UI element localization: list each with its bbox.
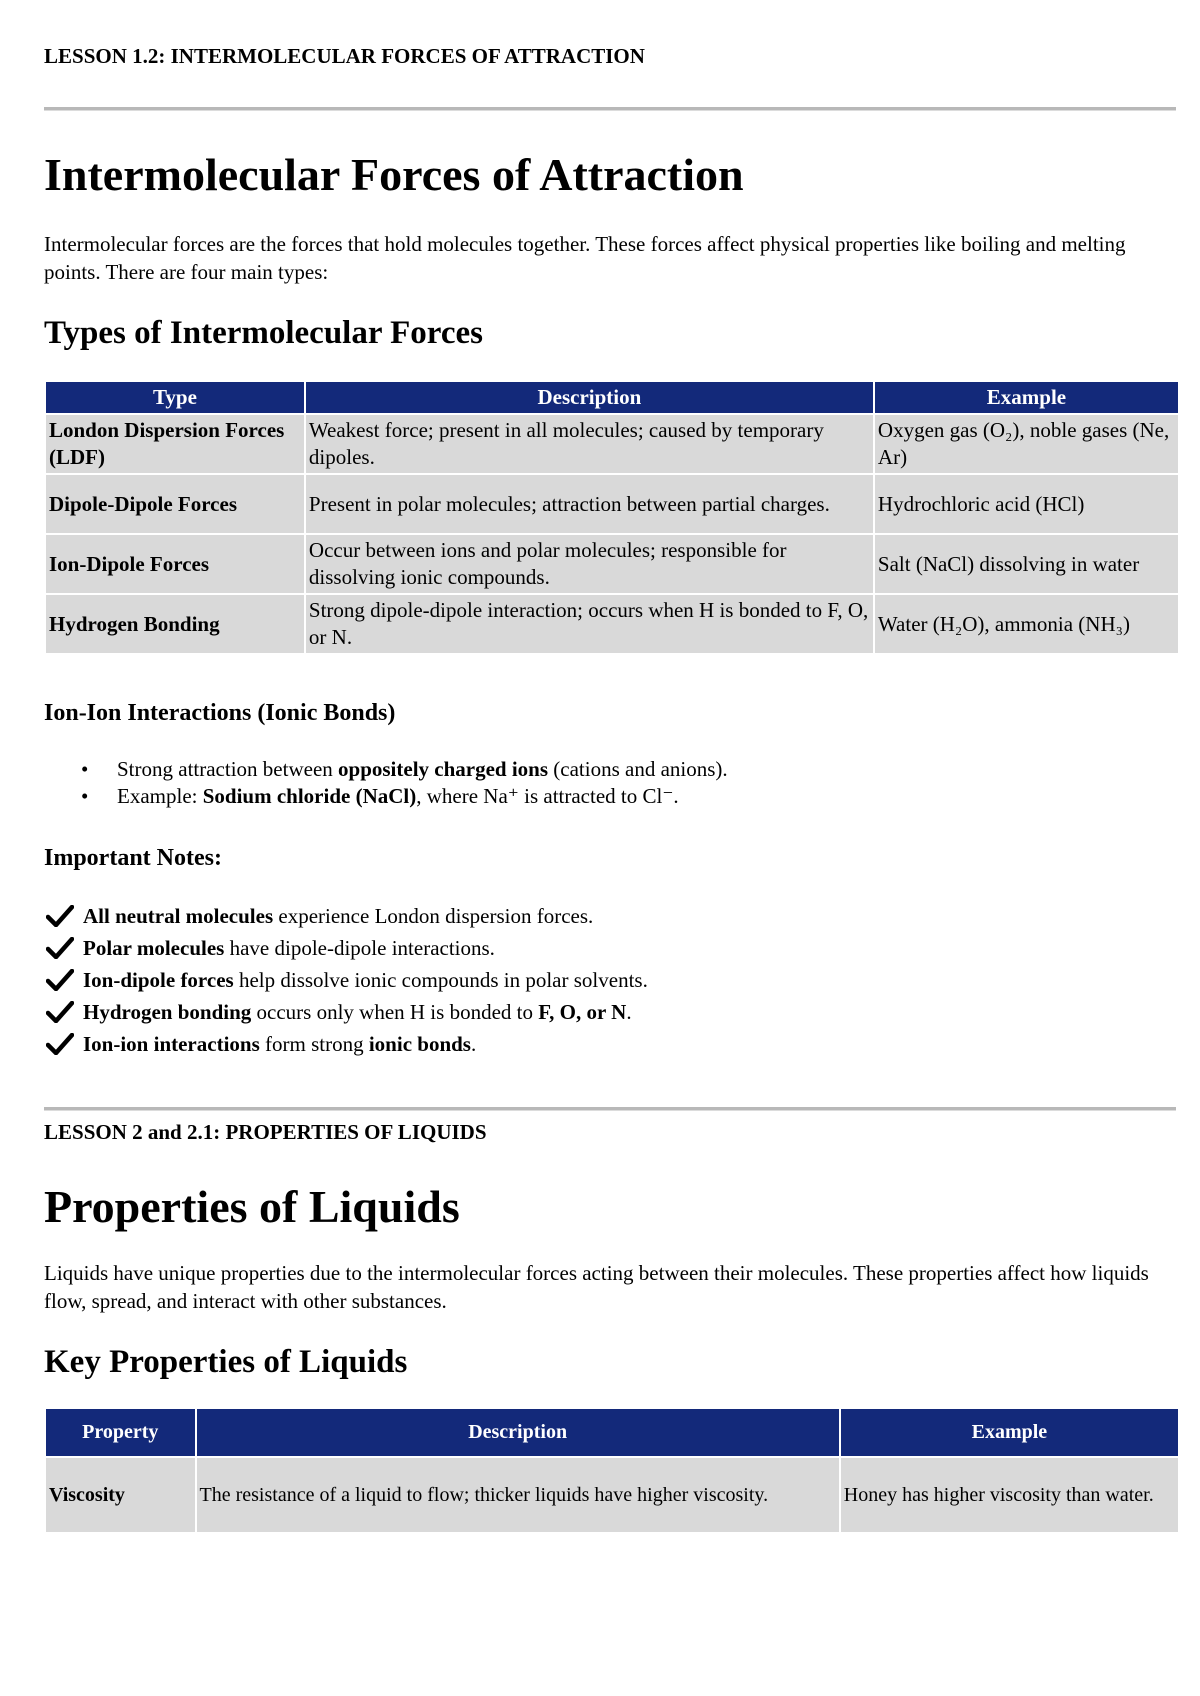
table-row: [46, 475, 1178, 533]
column-header: Example: [841, 1409, 1178, 1456]
checkmark-icon: [46, 905, 74, 927]
note-item: Polar molecules have dipole-dipole interactions.: [44, 932, 648, 964]
table-row: [46, 595, 1178, 653]
table-header-row: [46, 1409, 1178, 1456]
divider: [44, 1107, 1176, 1111]
page-title: Properties of Liquids: [44, 1181, 460, 1232]
example-cell: Salt (NaCl) dissolving in water: [875, 535, 1178, 593]
description-cell: The resistance of a liquid to flow; thicker liquids have higher viscosity.: [197, 1458, 839, 1532]
description-cell: Present in polar molecules; attraction between partial charges.: [306, 475, 873, 533]
ion-bullet-list: [44, 756, 728, 810]
lesson-header: LESSON 1.2: INTERMOLECULAR FORCES OF ATTRACTION: [44, 44, 645, 68]
properties-table: [44, 1407, 1180, 1534]
checkmark-icon: [46, 969, 74, 991]
description-cell: Occur between ions and polar molecules; responsible for dissolving ionic compounds.: [306, 535, 873, 593]
section-heading: Key Properties of Liquids: [44, 1344, 408, 1380]
note-item: All neutral molecules experience London dispersion forces.: [44, 900, 648, 932]
list-item: • Example: Sodium chloride (NaCl), where Na⁺ is attracted to Cl⁻.: [81, 784, 679, 808]
checkmark-icon: [46, 1001, 74, 1023]
section-heading: Types of Intermolecular Forces: [44, 315, 483, 351]
description-cell: Strong dipole-dipole interaction; occurs when H is bonded to F, O, or N.: [306, 595, 873, 653]
column-header: Example: [875, 382, 1178, 413]
column-header: Type: [46, 382, 304, 413]
example-cell: Oxygen gas (O₂), noble gases (Ne, Ar): [875, 415, 1178, 473]
bullet-icon: •: [81, 784, 89, 808]
table-row: [46, 415, 1178, 473]
example-cell: Water (H₂O), ammonia (NH₃): [875, 595, 1178, 653]
type-cell: Ion-Dipole Forces: [46, 535, 304, 593]
note-item: Ion-ion interactions form strong ionic bonds.: [44, 1028, 648, 1060]
bullet-icon: •: [81, 757, 89, 781]
description-cell: Weakest force; present in all molecules; caused by temporary dipoles.: [306, 415, 873, 473]
note-item: Ion-dipole forces help dissolve ionic compounds in polar solvents.: [44, 964, 648, 996]
table-row: [46, 535, 1178, 593]
column-header: Description: [197, 1409, 839, 1456]
checkmark-icon: [46, 1033, 74, 1055]
example-cell: Hydrochloric acid (HCl): [875, 475, 1178, 533]
lesson-header: LESSON 2 and 2.1: PROPERTIES OF LIQUIDS: [44, 1120, 487, 1144]
property-cell: Viscosity: [46, 1458, 195, 1532]
list-item: • Strong attraction between oppositely charged ions (cations and anions).: [81, 757, 728, 781]
page-title: Intermolecular Forces of Attraction: [44, 149, 744, 200]
type-cell: London Dispersion Forces (LDF): [46, 415, 304, 473]
type-cell: Hydrogen Bonding: [46, 595, 304, 653]
types-table: [44, 380, 1180, 655]
table-header-row: [46, 382, 1178, 413]
table-row: [46, 1458, 1178, 1532]
column-header: Property: [46, 1409, 195, 1456]
note-item: Hydrogen bonding occurs only when H is bonded to F, O, or N.: [44, 996, 648, 1028]
divider: [44, 107, 1176, 111]
notes-list: [44, 900, 648, 1060]
example-cell: Honey has higher viscosity than water.: [841, 1458, 1178, 1532]
intro-paragraph: Liquids have unique properties due to the intermolecular forces acting between their molecules. These properties affect how liquids flow, spread, and interact with other substances.: [44, 1261, 1149, 1313]
checkmark-icon: [46, 937, 74, 959]
subsection-heading: Ion-Ion Interactions (Ionic Bonds): [44, 700, 396, 726]
intro-paragraph: Intermolecular forces are the forces that hold molecules together. These forces affect physical properties like boiling and melting points. There are four main types:: [44, 232, 1126, 284]
subsection-heading: Important Notes:: [44, 845, 222, 871]
column-header: Description: [306, 382, 873, 413]
type-cell: Dipole-Dipole Forces: [46, 475, 304, 533]
